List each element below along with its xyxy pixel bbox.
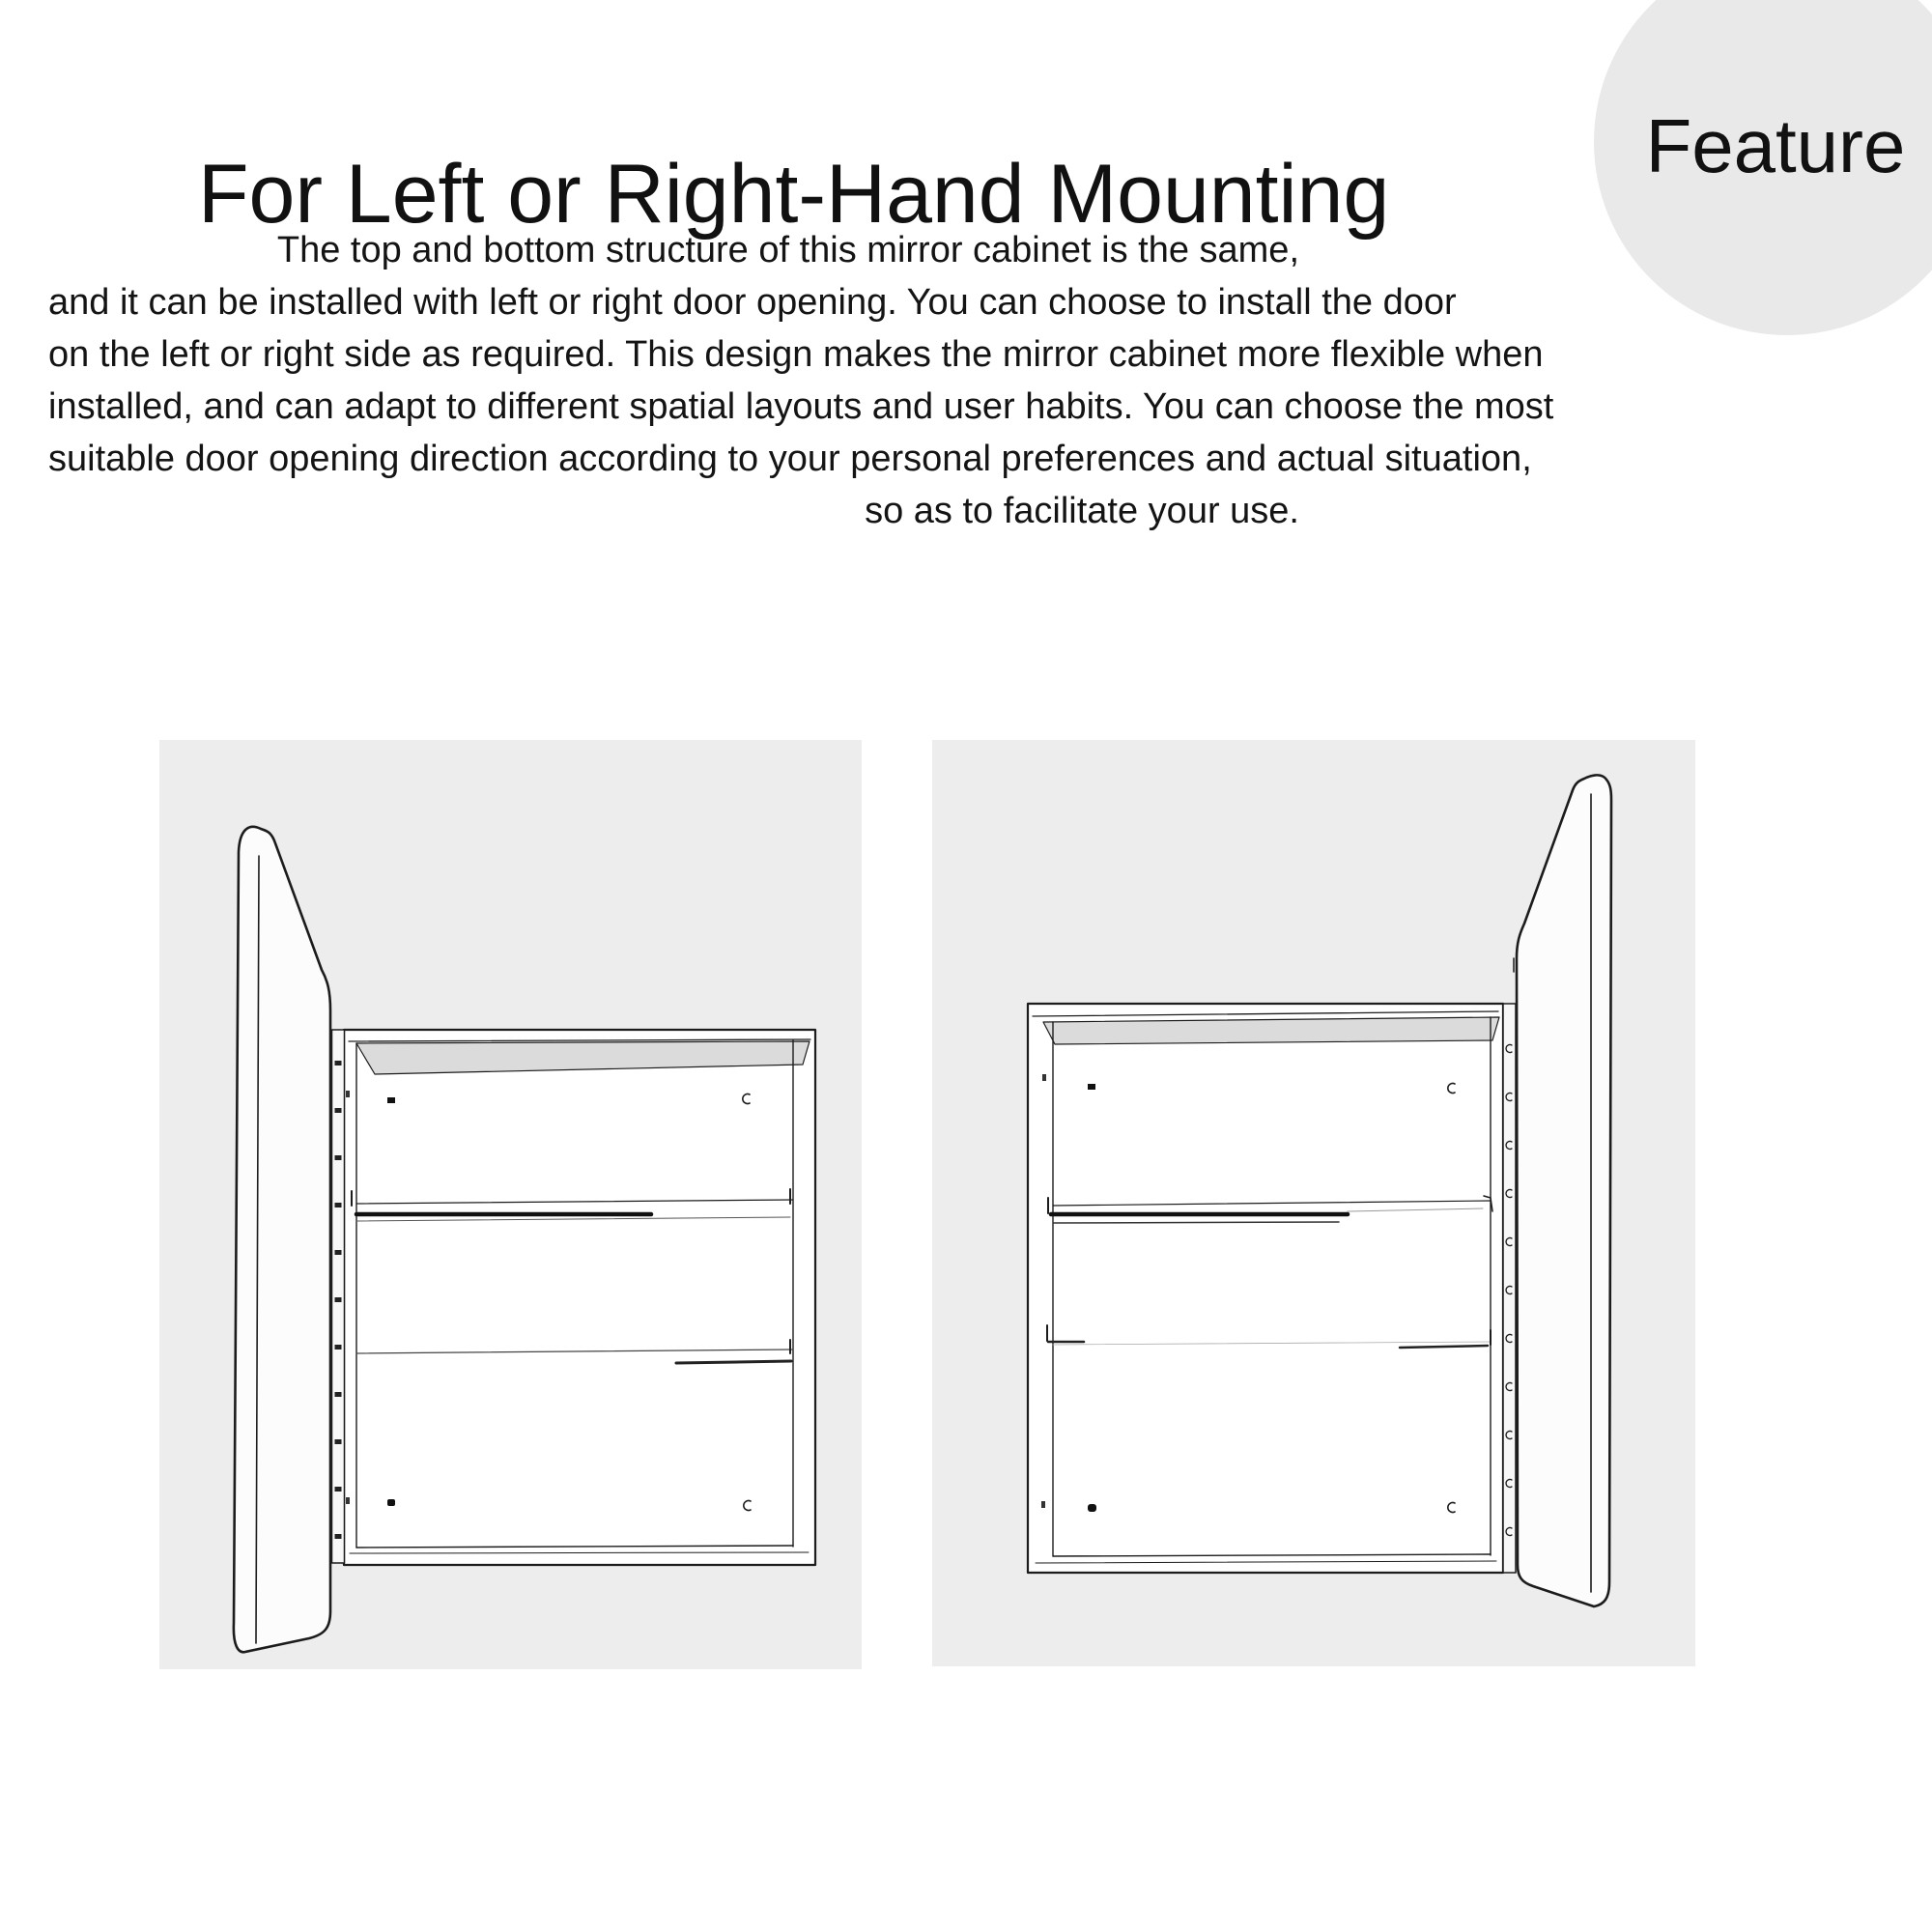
description-line: so as to facilitate your use.: [865, 491, 1299, 531]
description-paragraph: [48, 224, 1554, 537]
feature-badge: [1594, 0, 1932, 335]
page-title: For Left or Right-Hand Mounting: [198, 147, 1390, 241]
right-mount-drawing-icon: [932, 740, 1695, 1666]
mirror-door-left-icon: [234, 827, 330, 1652]
description-line: suitable door opening direction according to your personal preferences and actual situation,: [48, 439, 1532, 479]
left-mount-drawing-icon: [159, 740, 862, 1669]
cabinet-body-left-figure: [344, 1030, 815, 1565]
description-line: on the left or right side as required. This design makes the mirror cabinet more flexible when: [48, 334, 1544, 375]
right-mount-figure: [932, 740, 1695, 1666]
hinge-strip-right-figure: [1503, 1004, 1516, 1573]
cabinet-body-right-figure: [1028, 1004, 1503, 1573]
feature-badge-label: Feature: [1645, 102, 1906, 188]
mirror-door-right-icon: [1514, 775, 1611, 1606]
hinge-strip-left-figure: [332, 1030, 345, 1563]
description-line: The top and bottom structure of this mirror cabinet is the same,: [276, 230, 1299, 270]
cabinet-top-panel: [1043, 1017, 1499, 1044]
left-mount-figure: [159, 740, 862, 1669]
description-line: and it can be installed with left or right door opening. You can choose to install the door: [48, 282, 1457, 323]
description-line: installed, and can adapt to different spatial layouts and user habits. You can choose the most: [48, 386, 1554, 427]
